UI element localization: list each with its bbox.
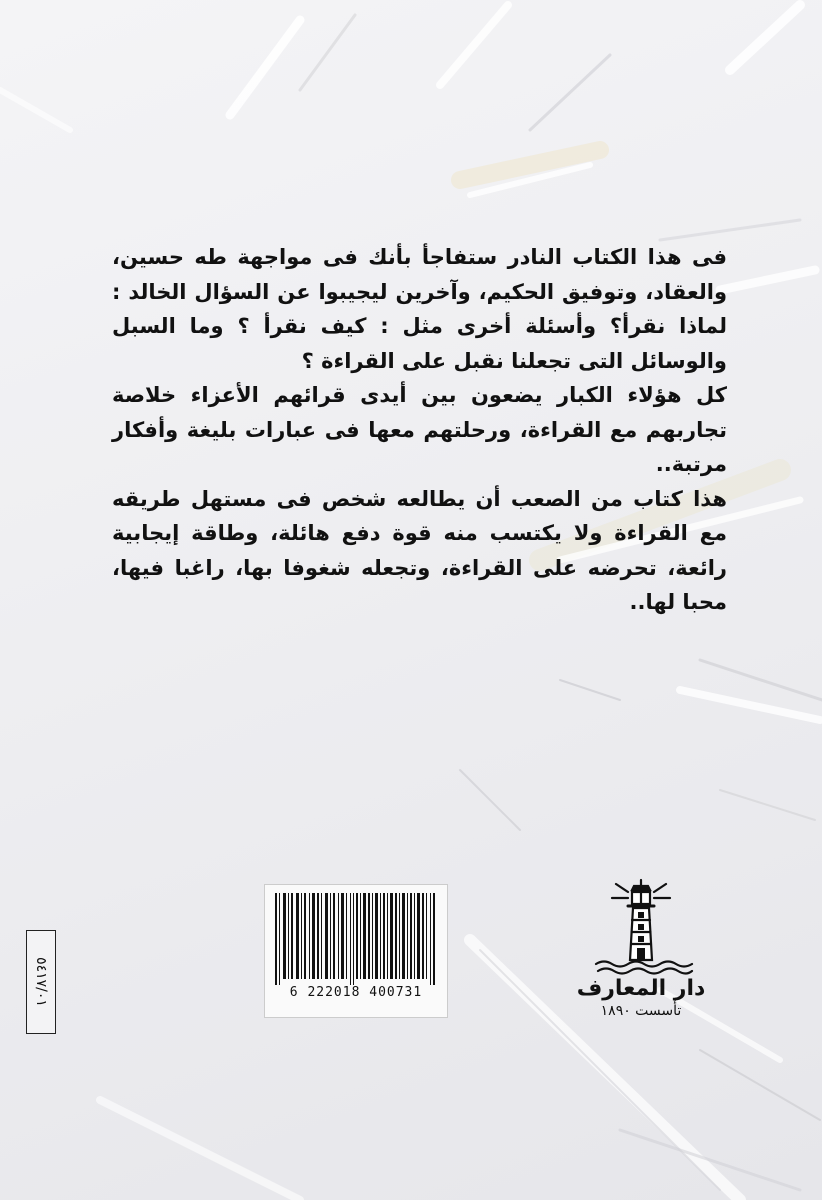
catalog-code: ٥٤١٧/٠١ (33, 957, 49, 1007)
back-cover-blurb (112, 240, 727, 620)
publisher-name: دار المعارف (576, 976, 706, 1001)
blurb-paragraph-1: فى هذا الكتاب النادر ستفاجأ بأنك فى مواجهة طه حسين، والعقاد، وتوفيق الحكيم، وآخرين ليجيبوا عن السؤال الخالد : لماذا نقرأ؟ وأسئلة أخرى مثل : كيف نقرأ ؟ وما السبل والوسائل التى تجعلنا نقبل على القراءة ؟ (112, 245, 727, 373)
barcode-bars (273, 893, 439, 985)
catalog-code-box (26, 930, 56, 1034)
isbn-barcode (264, 884, 448, 1018)
barcode-number: 6 222018 400731 (289, 985, 423, 1000)
blurb-paragraph-2: كل هؤلاء الكبار يضعون بين أيدى قرائهم الأعزاء خلاصة تجاربهم مع القراءة، ورحلتهم معها فى عبارات بليغة وأفكار مرتبة.. (112, 383, 727, 476)
publisher-established: تأسست ١٨٩٠ (600, 1003, 682, 1019)
blurb-paragraph-3: هذا كتاب من الصعب أن يطالعه شخص فى مستهل طريقه مع القراءة ولا يكتسب منه قوة دفع هائلة، وطاقة إيجابية رائعة، تحرضه على القراءة، وتجعله شغوفا بها، راغبا فيها، محبا لها.. (112, 486, 727, 614)
publisher-logo (576, 878, 706, 1028)
lighthouse-icon (576, 878, 706, 986)
